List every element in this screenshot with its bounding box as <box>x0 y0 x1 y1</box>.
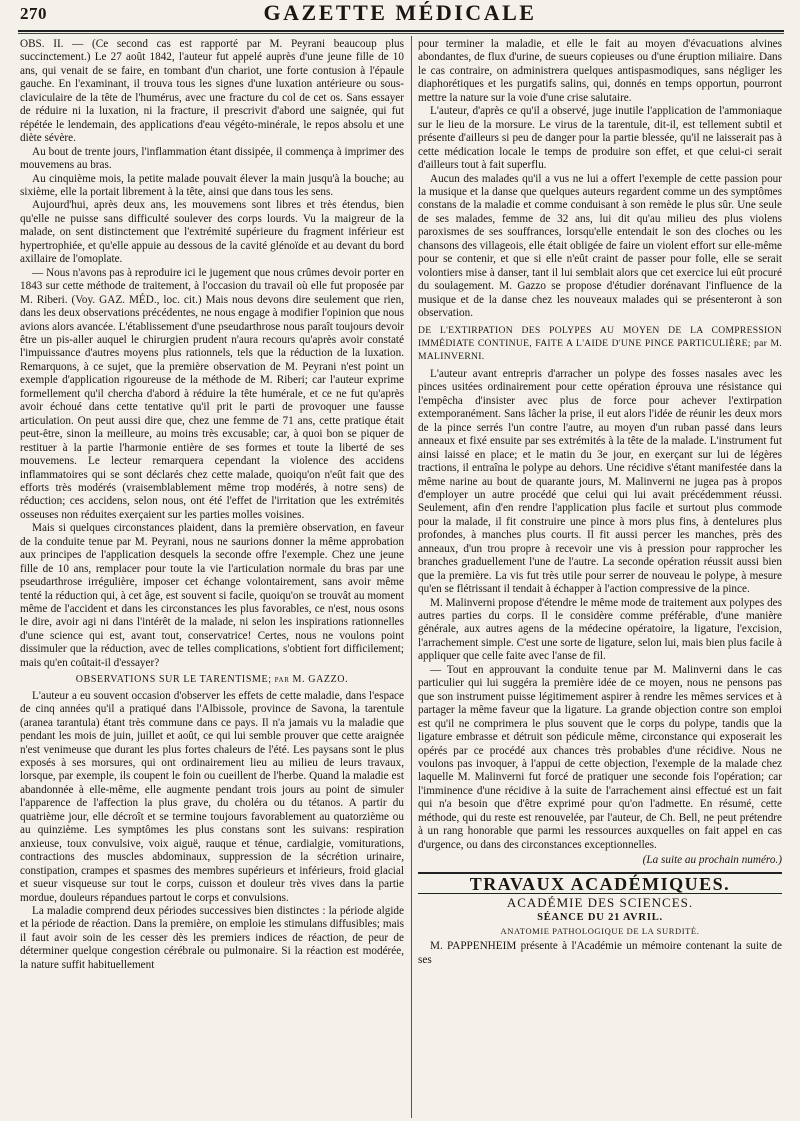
paragraph: Au cinquième mois, la petite malade pouvait élever la main jusqu'à la bouche; au sixième, elle la portait librement à la tête, ainsi que dans tous les sens. <box>20 172 404 198</box>
academy-title: ACADÉMIE DES SCIENCES. <box>506 895 694 911</box>
paragraph: Aujourd'hui, après deux ans, les mouvemens sont libres et très étendus, bien qu'elle ne puisse sans difficulté soulever des corps lourds. Vu la maigreur de la malade, on sent distinctement que l'extrémité supérieure du fragment inférieur est hypertrophiée, et qu'elle appuie au dessous de la cavité glénoïde et au devant du bord axillaire de l'omoplate. <box>20 199 404 266</box>
journal-title: GAZETTE MÉDICALE <box>263 0 537 25</box>
section-title-tarentisme: OBSERVATIONS SUR LE TARENTISME; par M. GAZZO. <box>75 674 349 686</box>
commentary-paragraph: — Tout en approuvant la conduite tenue par M. Malinverni dans le cas particulier qui lui suggéra la première idée de ce moyen, nous ne pensons pas que son instrument puisse légitimement aspirer à rendre les mêmes services et à partager la même faveur que la ligature. La grande objection contre son emploi est qu'il ne comprimera le plus souvent que le corps du polype, tandis que la ligature embrasse et détruit son pédicule même, circonstance qui exposerait les opérés par ce procédé aux chances très probables d'une récidive. Nous ne voulons pas invoquer, à l'appui de cette objection, l'exemple de la malade chez laquelle M. Malinverni fut forcé de pratiquer une seconde fois l'opération; car l'imminence d'une récidive à la suite de l'arrachement ainsi effectué est un fait qui n'a besoin que d'être exprimé pour qu'on l'admette. En résumé, cette méthode, qui du reste est renouvelée, par l'auteur, de Ch. Bell, ne peut prétendre à un rang honorable que parmi les ressources auxquelles on fait appel en cas d'urgence, ou dans des circonstances exceptionnelles. <box>418 663 782 851</box>
paragraph: L'auteur, d'après ce qu'il a observé, juge inutile l'application de l'ammoniaque sur le lieu de la morsure. Le virus de la tarentule, dit-il, est tellement subtil et présente d'ailleurs si peu de danger pour la partie blessée, qu'il ne laisserait pas à cette médication locale le temps de produire son effet, et que celui-ci serait d'ailleurs tout à fait superflu. <box>418 105 782 172</box>
commentary-paragraph: — Nous n'avons pas à reproduire ici le jugement que nous crûmes devoir porter en 1843 sur cette méthode de traitement, à l'occasion du travail où elle fut proposée par M. Riberi. (Voy. GAZ. MÉD., loc. cit.) Mais nous devons dire seulement que rien, dans les deux observations précédentes, ne nous engage à modifier l'opinion que nous avions alors avancée. L'établissement d'une pseudarthrose nous paraît toujours devoir être un pis-aller auquel le chirurgien prudent n'aura recours qu'après avoir constaté l'impuissance d'autres moyens plus rationnels, tels que la réduction de la luxation. Remarquons, à ce sujet, que la première observation de M. Peyrani n'est point un exemple d'application rigoureuse de la méthode de M. Riberi; car l'auteur exprime formellement qu'il chercha d'abord à réduire la tête humérale, et ce ne fut qu'après avoir échoué dans cette tentative qu'il prit le parti de provoquer une fausse articulation. On peut aussi dire que, chez une femme de 71 ans, cette pratique était peut-être, sinon la meilleure, au moins très excusable; car, à quoi bon se piquer de restituer à la partie l'harmonie entière de ses formes et toute la liberté de ses mouvemens. Le lecteur remarquera cependant la violence des accidens inflammatoires qui se sont déclarés chez cette malade, quoiqu'on n'eût fait que des efforts très modérés (vraisemblablement même trop modérés, à notre sens) de réduction; ces accidens, selon nous, ont été l'effet de l'irritation que les extrémités osseuses non réduites exerçaient sur les parties molles voisines. <box>20 266 404 521</box>
paragraph: M. PAPPENHEIM présente à l'Académie un mémoire contenant la suite de ses <box>418 940 782 966</box>
page-number: 270 <box>20 4 47 23</box>
paragraph: L'auteur avant entrepris d'arracher un polype des fosses nasales avec les pinces usitées ordinairement pour cette opération éprouva une résistance qui l'empêcha d'insister avec plus de force pour achever l'extirpation extemporanément. Sans lâcher la prise, il eut alors l'idée de réunir les deux mors de la pince serrés l'un contre l'autre, au moyen d'un ruban passé dans leurs anneaux et fixé ensuite par ses extrémités à la tête de la malade. L'instrument fut ainsi laissé en place; et le matin du 3e jour, en exerçant sur lui de légères tractions, il entraîna le polype au dehors. Une récidive s'étant manifestée dans la même narine au bout de quarante jours, M. Malinverni ne jugea pas à propos d'employer un autre procédé que celui qui lui avait précédemment réussi. Seulement, afin d'en rendre l'application plus facile et surtout plus commode pour la malade, il fit construire une pince à mors plus fins, à dentelures plus profondes, à manches plus courts. Il fit aussi percer les manches, près des anneaux, d'un trou propre à recevoir une vis à pression pour rapprocher les branches graduellement l'une de l'autre. La seconde opération réussit aussi bien que la première. La vis fut très utile pour serrer de nouveau le polype, à mesure qu'en se flétrissant il tendait à échapper à l'action compressive de la pince. <box>418 367 782 596</box>
paragraph: Aucun des malades qu'il a vus ne lui a offert l'exemple de cette passion pour la musique et la danse que quelques auteurs regardent comme un des symptômes constans de la maladie et comme conduisant à son remède le plus sûr. Une seule de ses malades, femme de 32 ans, lui dit qu'au milieu des plus violens paroxismes de ses souffrances, lorsqu'elle entendait le son des cloches ou les chansons des villageois, elle était obligée de faire un violent effort sur elle-même pour se contenir, et que si elle n'eût craint de passer pour folle, elle se serait volontiers mise à danser, tant il lui semblait alors que cet exercice lui eût procuré du soulagement. M. Gazzo se propose d'étudier dorénavant l'influence de la musique et de la danse chez les nouveaux malades qui se présenteront à son observation. <box>418 172 782 320</box>
paragraph: La maladie comprend deux périodes successives bien distinctes : la période algide et la période de réaction. Dans la première, on emploie les stimulans diffusibles; mais il faut avoir soin de les cesser dès les premiers indices de réaction, de peur de déterminer quelque congestion cérébrale ou pulmonaire. Si la réaction est modérée, la nature suffit habituellement <box>20 905 404 971</box>
section-title-polypes: DE L'EXTIRPATION DES POLYPES AU MOYEN DE LA COMPRESSION IMMÉDIATE CONTINUE, FAITE A L'AIDE D'UNE PINCE PARTICULIÈRE; par M. MALINVERNI. <box>418 324 782 363</box>
section-banner-title: TRAVAUX ACADÉMIQUES. <box>469 873 731 894</box>
right-column <box>418 38 782 1118</box>
section-banner <box>418 872 782 894</box>
header-rule-thin <box>18 33 784 34</box>
subsection-title: ANATOMIE PATHOLOGIQUE DE LA SURDITÉ. <box>500 926 700 936</box>
continued-note: (La suite au prochain numéro.) <box>642 854 782 867</box>
paragraph: L'auteur a eu souvent occasion d'observer les effets de cette maladie, dans l'espace de cinq années qu'il a pratiqué dans l'Albissole, province de Savona, la tarentule (aranea tarantula) étant très commune dans ce pays. Il n'a jamais vu la maladie que pendant les mois de juin, juillet et août, ce qui lui semble prouver que cette araignée n'est venimeuse que durant les plus fortes chaleurs de l'été. Les paysans sont le plus exposés à ses morsures, qui ont ordinairement lieu au milieu de leurs travaux, lorsque, par exemple, ils coupent le foin ou cueillent de l'herbe. Quand la maladie est abandonnée à elle-même, elle augmente pendant trois jours au point de simuler l'apparence de l'affection la plus grave, du choléra ou du tétanos. A partir du quatrième jour, elle décroît et se termine toujours favorablement au quatorzième ou au quinzième. Les symptômes les plus constans sont les suivans: respiration anxieuse, toux convulsive, voix aiguë, rauque et ténue, cardialgie, vomiturations, contractions des muscles abdominaux, suppression de la sécrétion urinaire, constipation, crampes et spasmes des membres supérieurs et inférieurs, froid glacial et sueur visqueuse sur tout le corps, cuisson et douleur très vives dans la partie mordue, douleurs répandues partout le corps et convulsions. <box>20 689 404 904</box>
header-rule <box>18 30 784 32</box>
left-column <box>20 38 404 1118</box>
seance-date: SÉANCE DU 21 AVRIL. <box>537 911 663 923</box>
paragraph: pour terminer la maladie, et elle le fait au moyen d'évacuations alvines abondantes, de flux d'urine, de sueurs copieuses ou d'une éruption miliaire. Dans le cas contraire, on administrera quelques antispasmodiques, sans négliger les diaphorétiques et les purgatifs salins, qui, donnés en temps opportun, pourront mettre la nature sur la voie d'une crise salutaire. <box>418 38 782 104</box>
paragraph: Mais si quelques circonstances plaident, dans la première observation, en faveur de la conduite tenue par M. Peyrani, nous ne saurions donner la même approbation aux principes de l'application desquels la seconde offre l'exemple. Chez une jeune fille de 10 ans, remplacer pour toute la vie l'articulation normale du bras par une pseudarthrose irrégulière, imposer cet échange volontairement, sans avoir même tenté la réduction qui, à cet âge, est souvent si facile, quoiqu'on se trouvât au moment même de l'accident et dans les circonstances les plus favorables, ce n'est, nous osons le dire, avoir agi ni dans l'intérêt de la malade, ni selon les inspirations rationnelles d'une science qui est, avant tout, conservatrice! Certes, nous ne voulons point dissimuler que la réduction, avec de telles complications, s'obtient fort difficilement; mais qu'en coûtait-il d'essayer? <box>20 522 404 669</box>
paragraph: M. Malinverni propose d'étendre le même mode de traitement aux polypes des autres parties du corps. Il le considère comme préférable, d'une manière générale, aux autres agens de la médecine opératoire, la ligature, l'excision, l'arrachement simple. C'est une sorte de ligature, selon lui, mais bien plus facile à appliquer que celle faite avec l'anse de fil. <box>418 596 782 663</box>
observation-2-paragraph: OBS. II. — (Ce second cas est rapporté par M. Peyrani beaucoup plus succinctement.) Le 27 août 1842, l'auteur fut appelé auprès d'une jeune fille de 10 ans, qui venait de se faire, en tombant d'un chariot, une forte contusion à l'épaule gauche. En l'examinant, il trouva tous les signes d'une luxation antérieure ou sous-claviculaire de la tête de l'humérus, avec une fracture du col de cet os. Sans essayer de réduire ni la luxation, ni la fracture, il prescrivit d'abord une saignée, qui fut répétée le lendemain, des applications d'eau végéto-minérale, le repos absolu et une diète sévère. <box>20 38 404 145</box>
column-divider <box>411 36 412 1118</box>
paragraph: Au bout de trente jours, l'inflammation étant dissipée, il commença à imprimer des mouvemens au bras. <box>20 145 404 172</box>
